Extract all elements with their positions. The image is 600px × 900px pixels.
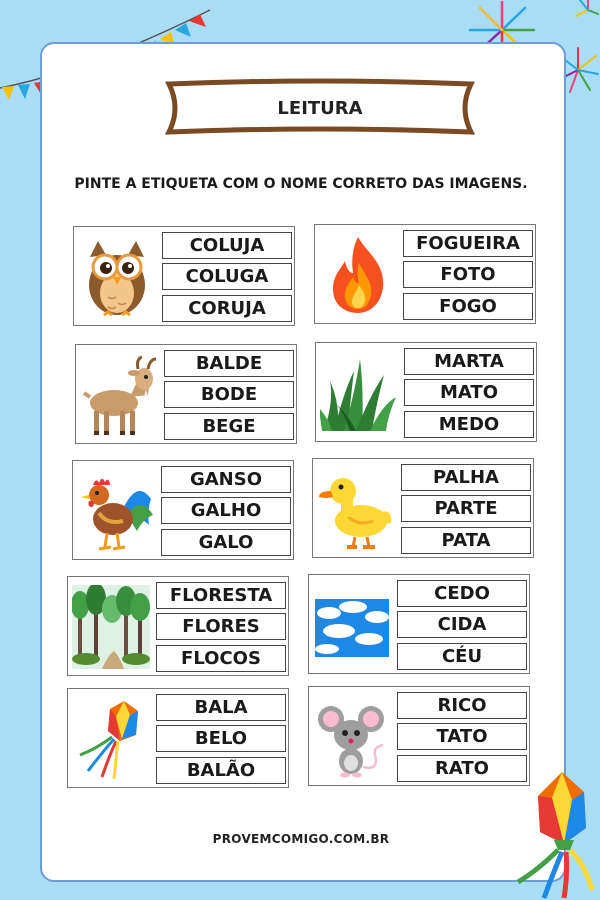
word-option[interactable]: MEDO: [404, 411, 534, 438]
exercise-card-grass: [315, 342, 537, 442]
exercise-card-rooster: [72, 460, 294, 560]
instruction-text: PINTE A ETIQUETA COM O NOME CORRETO DAS IMAGENS.: [74, 176, 528, 192]
word-option[interactable]: FLORES: [156, 613, 286, 640]
title-banner: [165, 78, 475, 138]
word-option[interactable]: CIDA: [397, 611, 527, 638]
word-option[interactable]: GALHO: [161, 497, 291, 524]
word-option[interactable]: CÉU: [397, 643, 527, 670]
festa-balloon-picture: [72, 697, 150, 781]
festa-balloon-decoration: [488, 770, 600, 900]
word-option[interactable]: TATO: [397, 723, 527, 750]
word-option[interactable]: MARTA: [404, 348, 534, 375]
word-option[interactable]: RATO: [397, 755, 527, 782]
word-option[interactable]: BALA: [156, 694, 286, 721]
word-option[interactable]: FOGO: [403, 293, 533, 320]
forest-picture: [72, 585, 150, 669]
rooster-picture: [77, 469, 155, 553]
word-option[interactable]: FOGUEIRA: [403, 230, 533, 257]
word-option[interactable]: PALHA: [401, 464, 531, 491]
word-option[interactable]: COLUGA: [162, 263, 292, 290]
word-option[interactable]: RICO: [397, 692, 527, 719]
word-option[interactable]: MATO: [404, 379, 534, 406]
word-option[interactable]: BALDE: [164, 350, 294, 377]
site-footer: PROVEMCOMIGO.COM.BR: [212, 832, 390, 846]
sky-picture: [313, 583, 391, 667]
exercise-card-balloon: [67, 688, 289, 788]
word-option[interactable]: BEGE: [164, 413, 294, 440]
word-option[interactable]: CORUJA: [162, 295, 292, 322]
word-option[interactable]: BODE: [164, 381, 294, 408]
word-option[interactable]: PARTE: [401, 495, 531, 522]
word-option[interactable]: BELO: [156, 725, 286, 752]
fire-picture: [319, 233, 397, 317]
word-option[interactable]: FOTO: [403, 261, 533, 288]
word-option[interactable]: BALÃO: [156, 757, 286, 784]
exercise-card-duck: [312, 458, 534, 558]
word-option[interactable]: GALO: [161, 529, 291, 556]
word-option[interactable]: CEDO: [397, 580, 527, 607]
word-option[interactable]: FLOCOS: [156, 645, 286, 672]
page-title: LEITURA: [277, 98, 363, 119]
owl-picture: [78, 235, 156, 319]
mouse-picture: [313, 695, 391, 779]
exercise-card-forest: [67, 576, 289, 676]
exercise-card-goat: [75, 344, 297, 444]
exercise-card-fire: [314, 224, 536, 324]
grass-picture: [320, 351, 398, 435]
word-option[interactable]: PATA: [401, 527, 531, 554]
exercise-card-owl: [73, 226, 295, 326]
word-option[interactable]: FLORESTA: [156, 582, 286, 609]
duck-picture: [317, 467, 395, 551]
goat-picture: [80, 353, 158, 437]
word-option[interactable]: GANSO: [161, 466, 291, 493]
exercise-card-sky: [308, 574, 530, 674]
word-option[interactable]: COLUJA: [162, 232, 292, 259]
